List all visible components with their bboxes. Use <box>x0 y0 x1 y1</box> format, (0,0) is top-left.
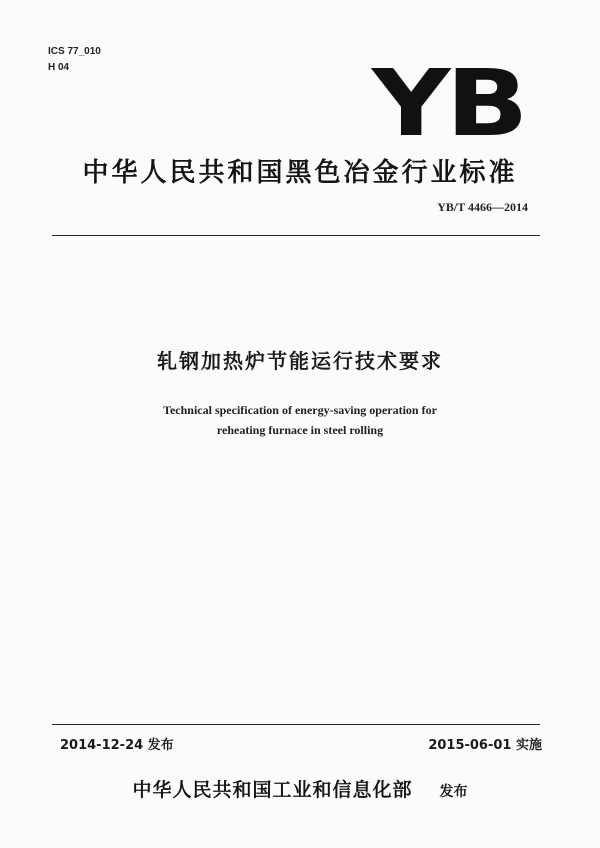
classification-codes <box>48 44 101 76</box>
document-title-english <box>0 400 600 440</box>
standard-category-title: 中华人民共和国黑色冶金行业标准 <box>82 158 518 188</box>
standard-code: YB/T 4466—2014 <box>437 200 528 214</box>
bottom-divider <box>52 724 540 725</box>
publisher-line <box>0 775 600 802</box>
implementation-date: 2015-06-01 实施 <box>428 738 542 753</box>
ics-code: ICS 77_010 <box>48 46 101 57</box>
english-title-line-1: Technical specification of energy-saving operation for <box>163 403 437 417</box>
document-title-chinese: 轧钢加热炉节能运行技术要求 <box>157 349 443 373</box>
ccs-code: H 04 <box>48 62 70 73</box>
issue-date: 2014-12-24 发布 <box>60 738 174 753</box>
publisher-name: 中华人民共和国工业和信息化部 <box>132 779 413 801</box>
publish-label: 发布 <box>439 784 468 800</box>
top-divider <box>52 235 540 236</box>
yb-logo: YB <box>372 50 524 157</box>
english-title-line-2: reheating furnace in steel rolling <box>216 423 384 437</box>
